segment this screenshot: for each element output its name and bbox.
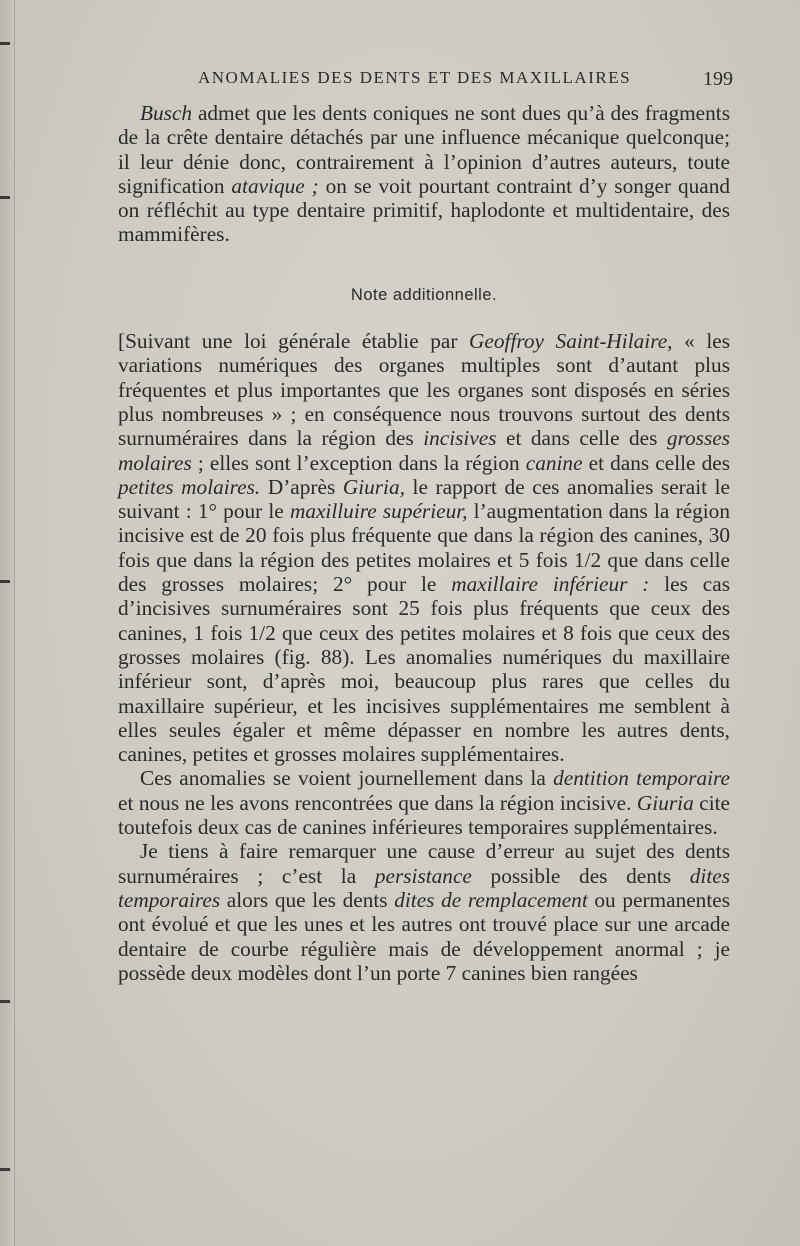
- emphasis: grosses molaires: [118, 426, 731, 475]
- text-span: et nous ne les avons rencontrées que dans la région incisive.: [118, 790, 637, 815]
- paragraph-persistance: [118, 839, 730, 985]
- emphasis: canine: [525, 450, 583, 475]
- emphasis: maxilluire supérieur,: [289, 499, 468, 524]
- text-span: [Suivant une loi générale établie par: [118, 329, 470, 354]
- text-span: Je tiens à faire remarquer une cause d’erreur au sujet des dents surnuméraires ; c’est la: [118, 839, 730, 888]
- gutter-mark: [0, 42, 10, 45]
- text-span: alors que les dents: [220, 887, 395, 912]
- gutter-mark: [0, 580, 10, 583]
- paragraph-note: [118, 329, 730, 766]
- text-span: « les variations numériques des organes multiples sont d’autant plus fréquentes et plus importantes que les organes sont disposés en séries plus nombreuses » ; en conséquence nous trouvons surtout des dents surnuméraires dans la région des: [118, 329, 730, 451]
- text-span: le rapport de ces anomalies serait le suivant : 1° pour le: [118, 474, 730, 524]
- page-gutter: [0, 0, 15, 1246]
- author-name: Geoffroy Saint-Hilaire,: [469, 329, 673, 354]
- running-title: ANOMALIES DES DENTS ET DES MAXILLAIRES: [198, 68, 632, 87]
- emphasis: dites de remplacement: [394, 887, 588, 912]
- emphasis: petites molaires.: [118, 474, 261, 499]
- gutter-mark: [0, 1168, 10, 1171]
- text-span: possible des dents: [471, 863, 690, 888]
- paragraph-temporaire: [118, 766, 730, 839]
- emphasis: dites temporaires: [118, 863, 730, 912]
- gutter-mark: [0, 1000, 10, 1003]
- text-span: et dans celle des: [582, 450, 730, 475]
- text-span: ou permanentes ont évolué et que les unes et les autres ont trouvé place sur une arcade dentaire de courbe régulière mais de développement anormal ; je possède deux modèles dont l’un porte 7 canines bien rangées: [118, 887, 730, 985]
- text-span: ; elles sont l’exception dans la région: [191, 450, 526, 475]
- author-name: Busch: [140, 101, 193, 125]
- text-span: on se voit pourtant contraint d’y songer quand on réfléchit au type dentaire primitif, haplodonte et multidentaire, des mammifères.: [118, 173, 731, 247]
- text-span: Ces anomalies se voient journellement dans la: [140, 766, 554, 791]
- emphasis: incisives: [423, 426, 497, 451]
- emphasis: atavique ;: [231, 173, 319, 198]
- page-number: 199: [703, 68, 733, 90]
- text-span: D’après: [260, 474, 343, 499]
- emphasis: maxillaire inférieur :: [451, 572, 650, 597]
- emphasis: dentition temporaire: [553, 766, 730, 791]
- text-span: admet que les dents coniques ne sont dues qu’à des fragments de la crête dentaire détachés par une influence mécanique quelconque; il leur dénie donc, contrairement à l’opinion d’autres auteurs, toute signification: [118, 101, 730, 198]
- text-span: les cas d’incisives surnuméraires sont 25 fois plus fréquents que ceux des canines, 1 fois 1/2 que ceux des petites molaires et 8 fois que ceux des grosses molaires (fig. 88). Les anomalies numériques du maxillaire inférieur sont, d’après moi, beaucoup plus rares que celles du maxillaire supérieur, et les incisives supplémentaires me semblent à elles seules égaler et même dépasser en nombre les autres dents, canines, petites et grosses molaires supplémentaires.: [118, 572, 730, 767]
- running-header: [198, 68, 733, 94]
- text-span: l’augmentation dans la région incisive est de 20 fois plus fréquente que dans la région des canines, 30 fois que dans la région des petites molaires et 5 fois 1/2 que dans celle des grosses molaires; 2° pour le: [118, 499, 730, 597]
- paragraph-busch: [118, 101, 730, 247]
- note-heading: Note additionnelle.: [350, 285, 498, 304]
- author-name: Giuria,: [342, 474, 405, 499]
- text-span: cite toutefois deux cas de canines inférieures temporaires supplémentaires.: [118, 790, 730, 840]
- author-name: Giuria: [636, 790, 694, 815]
- text-span: et dans celle des: [496, 426, 667, 451]
- body-text: [118, 101, 730, 985]
- emphasis: persistance: [374, 863, 472, 888]
- gutter-mark: [0, 196, 10, 199]
